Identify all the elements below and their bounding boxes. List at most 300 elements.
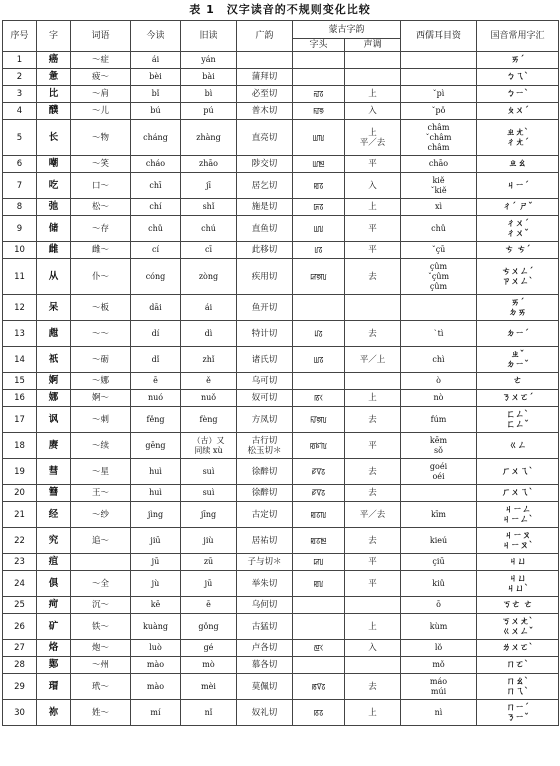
header-guangyun: 广韵 <box>237 21 293 52</box>
cell-today: jù <box>131 571 181 597</box>
cell-zhuyin: ㄋㄨㄛˊ <box>477 390 559 407</box>
cell-word: ～州 <box>71 657 131 674</box>
cell-menggu-tone <box>345 373 401 390</box>
table-row <box>3 259 559 295</box>
cell-old: zòng <box>181 259 237 295</box>
cell-seq: 30 <box>3 700 37 726</box>
cell-old: shǐ <box>181 199 237 216</box>
cell-zhuyin: ㄈㄥˋ ㄈㄥˇ <box>477 407 559 433</box>
cell-menggu-zitou: ꡒꡟꡃ <box>293 259 345 295</box>
cell-seq: 27 <box>3 640 37 657</box>
table-row <box>3 674 559 700</box>
cell-menggu-tone <box>345 52 401 69</box>
cell-menggu-zitou: ꡊꡞ <box>293 321 345 347</box>
cell-menggu-tone: 平／去 <box>345 502 401 528</box>
cell-old: cī <box>181 242 237 259</box>
table-row <box>3 502 559 528</box>
cell-char: 疽 <box>37 554 71 571</box>
cell-menggu-tone: 上 <box>345 614 401 640</box>
cell-zhuyin: ㄇㄠˋ ㄇㄟˋ <box>477 674 559 700</box>
cell-menggu-tone: 上 <box>345 700 401 726</box>
cell-menggu-zitou <box>293 52 345 69</box>
cell-char: 癌 <box>37 52 71 69</box>
cell-char: 讽 <box>37 407 71 433</box>
cell-guangyun: 方凤切 <box>237 407 293 433</box>
cell-guangyun: 特计切 <box>237 321 293 347</box>
cell-guangyun: 徐醉切 <box>237 459 293 485</box>
cell-old: zhāo <box>181 156 237 173</box>
cell-word: ～～ <box>71 321 131 347</box>
cell-guangyun: 徐醉切 <box>237 485 293 502</box>
cell-xiru: ˋtì <box>401 321 477 347</box>
cell-today: chǔ <box>131 216 181 242</box>
cell-seq: 10 <box>3 242 37 259</box>
cell-char: 瑁 <box>37 674 71 700</box>
table-row <box>3 347 559 373</box>
cell-word: 铁～ <box>71 614 131 640</box>
cell-guangyun: 古定切 <box>237 502 293 528</box>
cell-xiru: chû <box>401 216 477 242</box>
cell-today: mào <box>131 674 181 700</box>
cell-today: huì <box>131 485 181 502</box>
cell-menggu-tone: 平 <box>345 242 401 259</box>
cell-seq: 7 <box>3 173 37 199</box>
cell-char: 储 <box>37 216 71 242</box>
cell-char: 矿 <box>37 614 71 640</box>
cell-guangyun: 施是切 <box>237 199 293 216</box>
cell-menggu-zitou: ꡙꡡ <box>293 640 345 657</box>
cell-today: ē <box>131 373 181 390</box>
table-row <box>3 485 559 502</box>
cell-seq: 23 <box>3 554 37 571</box>
cell-menggu-zitou: ꡆꡦ <box>293 216 345 242</box>
cell-char: 赓 <box>37 433 71 459</box>
cell-menggu-tone: 去 <box>345 674 401 700</box>
cell-today: fěng <box>131 407 181 433</box>
cell-seq: 18 <box>3 433 37 459</box>
cell-word: 婀～ <box>71 390 131 407</box>
cell-xiru: nì <box>401 700 477 726</box>
table-row <box>3 295 559 321</box>
cell-menggu-tone: 入 <box>345 640 401 657</box>
cell-old: jū <box>181 571 237 597</box>
cell-zhuyin: ㄜ <box>477 373 559 390</box>
cell-seq: 2 <box>3 69 37 86</box>
cell-xiru: ˇçū <box>401 242 477 259</box>
cell-word: 王～ <box>71 485 131 502</box>
cell-char: 雌 <box>37 242 71 259</box>
cell-menggu-zitou: ꡏꡧꡞ <box>293 674 345 700</box>
cell-menggu-zitou: ꡋꡞ <box>293 700 345 726</box>
cell-menggu-tone <box>345 295 401 321</box>
cell-xiru: lŏ <box>401 640 477 657</box>
cell-word: ～全 <box>71 571 131 597</box>
cell-guangyun: 居祐切 <box>237 528 293 554</box>
cell-word: ～星 <box>71 459 131 485</box>
cell-menggu-tone <box>345 597 401 614</box>
cell-today: jū <box>131 554 181 571</box>
cell-word: 仆～ <box>71 259 131 295</box>
cell-guangyun: 陟交切 <box>237 156 293 173</box>
table-row <box>3 52 559 69</box>
cell-char: 嘲 <box>37 156 71 173</box>
cell-menggu-zitou: ꡌꡞ <box>293 86 345 103</box>
cell-menggu-zitou: ꡎꡟ <box>293 103 345 120</box>
cell-guangyun: 古猛切 <box>237 614 293 640</box>
cell-xiru: kīm <box>401 502 477 528</box>
cell-menggu-tone: 上 <box>345 86 401 103</box>
cell-old: zhàng <box>181 120 237 156</box>
cell-seq: 16 <box>3 390 37 407</box>
cell-zhuyin: ㄓˇ ㄉㄧˇ <box>477 347 559 373</box>
cell-word: ～续 <box>71 433 131 459</box>
cell-seq: 29 <box>3 674 37 700</box>
cell-menggu-tone: 入 <box>345 103 401 120</box>
cell-menggu-zitou: ꡂꡞꡓ <box>293 528 345 554</box>
cell-seq: 14 <box>3 347 37 373</box>
table-row <box>3 173 559 199</box>
cell-zhuyin: ㄔˊ ㄕˇ <box>477 199 559 216</box>
cell-menggu-tone: 平 <box>345 433 401 459</box>
table-row <box>3 459 559 485</box>
table-body <box>3 52 559 726</box>
cell-seq: 9 <box>3 216 37 242</box>
cell-menggu-tone: 平 <box>345 216 401 242</box>
cell-menggu-tone: 平 <box>345 156 401 173</box>
cell-seq: 25 <box>3 597 37 614</box>
cell-xiru: máo múi <box>401 674 477 700</box>
cell-char: 长 <box>37 120 71 156</box>
cell-word: ～物 <box>71 120 131 156</box>
cell-old: ě <box>181 373 237 390</box>
cell-word: 松～ <box>71 199 131 216</box>
table-row <box>3 640 559 657</box>
table-row <box>3 433 559 459</box>
cell-guangyun: 诸氏切 <box>237 347 293 373</box>
cell-xiru: çûm ˇçûm çûm <box>401 259 477 295</box>
cell-old: ái <box>181 295 237 321</box>
table-row <box>3 156 559 173</box>
cell-char: 疴 <box>37 597 71 614</box>
cell-menggu-zitou <box>293 69 345 86</box>
cell-old: gé <box>181 640 237 657</box>
cell-zhuyin: ㄓㄤˋ ㄔㄤˊ <box>477 120 559 156</box>
cell-char: 究 <box>37 528 71 554</box>
header-char: 字 <box>37 21 71 52</box>
cell-guangyun: 乌可切 <box>237 373 293 390</box>
cell-char: 婀 <box>37 373 71 390</box>
cell-char: 祇 <box>37 347 71 373</box>
cell-menggu-tone: 上 <box>345 199 401 216</box>
cell-xiru: chāo <box>401 156 477 173</box>
cell-zhuyin: ㄐㄩ <box>477 554 559 571</box>
cell-xiru: mǒ <box>401 657 477 674</box>
cell-guangyun <box>237 52 293 69</box>
cell-seq: 12 <box>3 295 37 321</box>
cell-word: ～症 <box>71 52 131 69</box>
cell-today: kē <box>131 597 181 614</box>
cell-menggu-tone <box>345 69 401 86</box>
cell-xiru: ō <box>401 597 477 614</box>
cell-guangyun: 奴礼切 <box>237 700 293 726</box>
cell-old: jiù <box>181 528 237 554</box>
cell-seq: 15 <box>3 373 37 390</box>
cell-word: 沉～ <box>71 597 131 614</box>
cell-menggu-zitou <box>293 657 345 674</box>
cell-menggu-zitou: ꡆꡞ <box>293 347 345 373</box>
cell-zhuyin: ㄘ ㄘˊ <box>477 242 559 259</box>
cell-char: 鄚 <box>37 657 71 674</box>
cell-guangyun: 乌何切 <box>237 597 293 614</box>
cell-menggu-tone: 入 <box>345 173 401 199</box>
cell-zhuyin: ㄞˊ <box>477 52 559 69</box>
cell-old: zū <box>181 554 237 571</box>
cell-char: 篲 <box>37 485 71 502</box>
cell-old: ē <box>181 597 237 614</box>
cell-menggu-tone <box>345 657 401 674</box>
cell-today: dǐ <box>131 347 181 373</box>
cell-today: jìng <box>131 502 181 528</box>
cell-xiru: kùm <box>401 614 477 640</box>
cell-seq: 22 <box>3 528 37 554</box>
cell-seq: 4 <box>3 103 37 120</box>
cell-char: 俱 <box>37 571 71 597</box>
cell-xiru <box>401 69 477 86</box>
table-row <box>3 407 559 433</box>
cell-seq: 11 <box>3 259 37 295</box>
cell-menggu-zitou <box>293 597 345 614</box>
cell-guangyun: 居乞切 <box>237 173 293 199</box>
cell-today: cóng <box>131 259 181 295</box>
cell-zhuyin: ㄐㄩ ㄐㄩˋ <box>477 571 559 597</box>
cell-menggu-zitou <box>293 373 345 390</box>
cell-today: huì <box>131 459 181 485</box>
cell-old: pú <box>181 103 237 120</box>
cell-word: ～儿 <box>71 103 131 120</box>
cell-today: ái <box>131 52 181 69</box>
cell-xiru: ˇpǒ <box>401 103 477 120</box>
cell-today: nuó <box>131 390 181 407</box>
cell-today: chī <box>131 173 181 199</box>
cell-today: dāi <box>131 295 181 321</box>
header-zhuyin: 国音常用字汇 <box>477 21 559 52</box>
cell-menggu-tone: 平 <box>345 571 401 597</box>
cell-old: nuǒ <box>181 390 237 407</box>
cell-old: （古）又 同续 xù <box>181 433 237 459</box>
cell-char: 娜 <box>37 390 71 407</box>
cell-zhuyin: ㄇㄛˋ <box>477 657 559 674</box>
cell-xiru: xì <box>401 199 477 216</box>
cell-menggu-tone: 上 平／去 <box>345 120 401 156</box>
cell-today: dí <box>131 321 181 347</box>
cell-xiru: çiū <box>401 554 477 571</box>
cell-zhuyin: ㄉㄧˊ <box>477 321 559 347</box>
cell-menggu-tone: 上 <box>345 390 401 407</box>
cell-xiru: chì <box>401 347 477 373</box>
cell-menggu-zitou: ꡛꡧꡞ <box>293 459 345 485</box>
cell-char: 吃 <box>37 173 71 199</box>
cell-char: 烙 <box>37 640 71 657</box>
cell-today: bú <box>131 103 181 120</box>
cell-xiru: kēm sǒ <box>401 433 477 459</box>
cell-xiru: fúm <box>401 407 477 433</box>
cell-guangyun: 举朱切 <box>237 571 293 597</box>
cell-menggu-tone: 去 <box>345 259 401 295</box>
cell-word: 口～ <box>71 173 131 199</box>
cell-word: 玳～ <box>71 674 131 700</box>
cell-old: gǒng <box>181 614 237 640</box>
header-shengdiao: 声调 <box>345 39 401 52</box>
cell-word: ～刺 <box>71 407 131 433</box>
cell-old: dì <box>181 321 237 347</box>
cell-seq: 6 <box>3 156 37 173</box>
cell-menggu-zitou: ꡛꡧꡞ <box>293 485 345 502</box>
cell-today: gēng <box>131 433 181 459</box>
cell-zhuyin: ㄘㄨㄥˊ ㄗㄨㄥˋ <box>477 259 559 295</box>
cell-guangyun: 子与切＊ <box>237 554 293 571</box>
cell-word: ～娜 <box>71 373 131 390</box>
cell-menggu-zitou: ꡚꡞ <box>293 199 345 216</box>
cell-old: yán <box>181 52 237 69</box>
cell-char: 祢 <box>37 700 71 726</box>
header-menggu: 蒙古字韵 <box>293 21 401 39</box>
cell-word: ～砺 <box>71 347 131 373</box>
table-row <box>3 597 559 614</box>
table-row <box>3 571 559 597</box>
table-row <box>3 700 559 726</box>
cell-old: suì <box>181 485 237 502</box>
cell-zhuyin: ㄆㄨˊ <box>477 103 559 120</box>
pronunciation-table <box>2 20 559 726</box>
cell-char: 弛 <box>37 199 71 216</box>
table-row <box>3 373 559 390</box>
cell-today: cháo <box>131 156 181 173</box>
cell-zhuyin: ㄐㄧˊ <box>477 173 559 199</box>
cell-seq: 20 <box>3 485 37 502</box>
cell-today: cí <box>131 242 181 259</box>
cell-old: jī <box>181 173 237 199</box>
header-seq: 序号 <box>3 21 37 52</box>
cell-menggu-zitou <box>293 614 345 640</box>
header-old: 旧读 <box>181 21 237 52</box>
cell-zhuyin: ㄞˊ ㄉㄞ <box>477 295 559 321</box>
table-row <box>3 321 559 347</box>
cell-xiru: ò <box>401 373 477 390</box>
cell-old: nǐ <box>181 700 237 726</box>
cell-xiru: kiĕ ˇkiĕ <box>401 173 477 199</box>
cell-menggu-tone: 去 <box>345 321 401 347</box>
cell-guangyun: 此移切 <box>237 242 293 259</box>
table-row <box>3 242 559 259</box>
cell-guangyun: 卢各切 <box>237 640 293 657</box>
cell-guangyun: 古行切 松玉切＊ <box>237 433 293 459</box>
cell-today: mào <box>131 657 181 674</box>
table-row <box>3 528 559 554</box>
cell-char: 呆 <box>37 295 71 321</box>
cell-char: 惫 <box>37 69 71 86</box>
cell-zhuyin: ㄇㄧˊ ㄋㄧˇ <box>477 700 559 726</box>
cell-xiru: goéi oéi <box>401 459 477 485</box>
cell-guangyun: 慕各切 <box>237 657 293 674</box>
cell-zhuyin: ㄓㄠ <box>477 156 559 173</box>
cell-menggu-zitou: ꡒꡦ <box>293 554 345 571</box>
cell-zhuyin: ㄎㄨㄤˋ ㄍㄨㄥˇ <box>477 614 559 640</box>
cell-seq: 3 <box>3 86 37 103</box>
table-row <box>3 657 559 674</box>
cell-today: chí <box>131 199 181 216</box>
cell-guangyun: 蒲拜切 <box>237 69 293 86</box>
cell-menggu-zitou: ꡍꡟꡃ <box>293 407 345 433</box>
cell-old: chú <box>181 216 237 242</box>
cell-xiru: ˇpì <box>401 86 477 103</box>
cell-today: bèi <box>131 69 181 86</box>
cell-old: bài <box>181 69 237 86</box>
table-caption: 表 1 汉字读音的不规则变化比较 <box>189 3 371 16</box>
cell-zhuyin: ㄎㄜ ㄜ <box>477 597 559 614</box>
table-row <box>3 554 559 571</box>
cell-old: zhǐ <box>181 347 237 373</box>
cell-menggu-tone: 去 <box>345 528 401 554</box>
cell-word: 炮～ <box>71 640 131 657</box>
cell-word: 追～ <box>71 528 131 554</box>
cell-seq: 8 <box>3 199 37 216</box>
cell-today: kuàng <box>131 614 181 640</box>
cell-today: luò <box>131 640 181 657</box>
cell-word: 姓～ <box>71 700 131 726</box>
header-word: 词语 <box>71 21 131 52</box>
cell-menggu-zitou: ꡆꡃ <box>293 120 345 156</box>
cell-seq: 28 <box>3 657 37 674</box>
cell-guangyun: 直鱼切 <box>237 216 293 242</box>
cell-word: ～肩 <box>71 86 131 103</box>
table-row <box>3 390 559 407</box>
cell-old: jīng <box>181 502 237 528</box>
cell-word: ～纱 <box>71 502 131 528</box>
cell-old: suì <box>181 459 237 485</box>
cell-xiru: nò <box>401 390 477 407</box>
cell-zhuyin: ㄐㄧㄥ ㄐㄧㄥˋ <box>477 502 559 528</box>
cell-xiru <box>401 485 477 502</box>
cell-zhuyin: ㄔㄨˊ ㄔㄨˇ <box>477 216 559 242</box>
cell-guangyun: 普木切 <box>237 103 293 120</box>
cell-xiru <box>401 295 477 321</box>
cell-old: mò <box>181 657 237 674</box>
cell-today: cháng <box>131 120 181 156</box>
cell-seq: 13 <box>3 321 37 347</box>
cell-zhuyin: ㄐㄧㄡ ㄐㄧㄡˋ <box>477 528 559 554</box>
table-row <box>3 86 559 103</box>
cell-old: fèng <box>181 407 237 433</box>
table-row <box>3 120 559 156</box>
cell-guangyun: 莫佩切 <box>237 674 293 700</box>
cell-zhuyin: ㄌㄨㄛˋ <box>477 640 559 657</box>
table-row <box>3 103 559 120</box>
cell-guangyun: 奴可切 <box>237 390 293 407</box>
cell-char: 醭 <box>37 103 71 120</box>
cell-menggu-tone: 去 <box>345 407 401 433</box>
table-row <box>3 216 559 242</box>
cell-word: ～板 <box>71 295 131 321</box>
cell-seq: 26 <box>3 614 37 640</box>
table-row <box>3 69 559 86</box>
table-row <box>3 199 559 216</box>
cell-seq: 24 <box>3 571 37 597</box>
cell-char: 比 <box>37 86 71 103</box>
header-today: 今读 <box>131 21 181 52</box>
cell-word: ～笑 <box>71 156 131 173</box>
cell-seq: 1 <box>3 52 37 69</box>
cell-menggu-tone: 去 <box>345 459 401 485</box>
